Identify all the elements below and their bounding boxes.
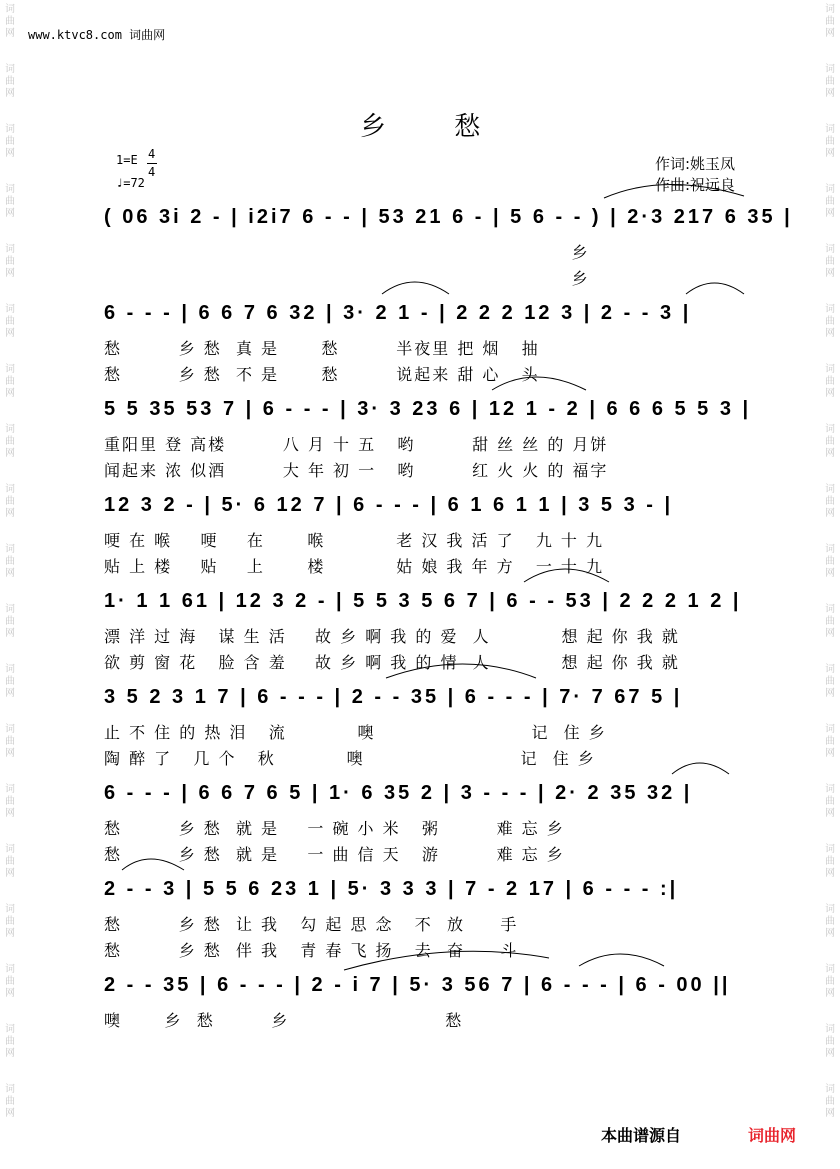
watermark-char: 词 — [825, 724, 835, 735]
slur-marks — [104, 178, 754, 204]
watermark-char: 网 — [5, 688, 15, 699]
watermark-char: 网 — [5, 568, 15, 579]
website-url[interactable]: www.ktvc8.com 词曲网 — [28, 28, 166, 42]
watermark-char: 曲 — [5, 376, 15, 387]
watermark-char: 词 — [825, 784, 835, 795]
lyric-line-verse-2: 欲 剪 窗 花 脸 含 羞 故 乡 啊 我 的 情 人 想 起 你 我 就 — [104, 653, 680, 672]
watermark-char: 曲 — [5, 76, 15, 87]
watermark-char: 网 — [5, 748, 15, 759]
watermark-char: 网 — [825, 688, 835, 699]
watermark-char: 网 — [5, 148, 15, 159]
watermark-char: 词 — [825, 964, 835, 975]
watermark-char: 曲 — [825, 376, 835, 387]
watermark-char: 词 — [825, 124, 835, 135]
watermark-char: 词 — [825, 304, 835, 315]
slur-marks — [104, 274, 754, 300]
watermark-char: 词 — [5, 544, 15, 555]
slur-marks — [104, 754, 754, 780]
watermark-char: 曲 — [825, 1096, 835, 1107]
watermark-char: 词 — [5, 1084, 15, 1095]
lyric-line-verse-1: 止 不 住 的 热 泪 流 噢 记 住 乡 — [104, 723, 607, 742]
notation-line: 3 5 2 3 1 7 | 6 - - - | 2 - - 35 | 6 - - - | 7· 7 67 5 | — [104, 686, 683, 708]
notation-line: ( 06 3i 2 - | i2i7 6 - - | 53 21 6 - | 5 6 - - ) | 2·3 217 6 35 | — [104, 206, 793, 228]
watermark-char: 曲 — [5, 676, 15, 687]
watermark-char: 网 — [825, 448, 835, 459]
watermark-char: 网 — [825, 808, 835, 819]
lyric-line-verse-1: 愁 乡 愁 真 是 愁 半夜里 把 烟 抽 — [104, 339, 540, 358]
watermark-char: 词 — [5, 904, 15, 915]
watermark-char: 曲 — [5, 316, 15, 327]
watermark-char: 曲 — [5, 556, 15, 567]
watermark-char: 网 — [825, 568, 835, 579]
watermark-char: 曲 — [5, 436, 15, 447]
watermark-char: 网 — [5, 628, 15, 639]
lyric-line-verse-1: 乡 — [104, 243, 590, 262]
watermark-char: 网 — [5, 988, 15, 999]
watermark-char: 曲 — [5, 496, 15, 507]
right-edge-watermark — [822, 0, 838, 1169]
lyric-line-verse-1: 愁 乡 愁 让 我 勾 起 思 念 不 放 手 — [104, 915, 519, 934]
left-edge-watermark — [2, 0, 18, 1169]
watermark-char: 网 — [5, 88, 15, 99]
watermark-char: 词 — [5, 304, 15, 315]
slur-marks — [104, 562, 754, 588]
watermark-char: 词 — [825, 4, 835, 15]
lyricist-credit: 作词:姚玉凤 — [655, 155, 736, 173]
notation-line: 6 - - - | 6 6 7 6 5 | 1· 6 35 2 | 3 - - - | 2· 2 35 32 | — [104, 782, 693, 804]
footer-brand-link[interactable]: 词曲网 — [748, 1126, 797, 1145]
watermark-char: 词 — [5, 664, 15, 675]
watermark-char: 词 — [5, 484, 15, 495]
slur-marks — [104, 946, 754, 972]
key-signature: 1=E — [116, 153, 138, 167]
watermark-char: 曲 — [825, 16, 835, 27]
watermark-char: 曲 — [5, 736, 15, 747]
watermark-char: 网 — [5, 328, 15, 339]
watermark-char: 词 — [825, 244, 835, 255]
watermark-char: 曲 — [5, 616, 15, 627]
watermark-char: 网 — [825, 328, 835, 339]
lyric-line-verse-2: 愁 乡 愁 就 是 一 曲 信 天 游 难 忘 乡 — [104, 845, 565, 864]
watermark-char: 曲 — [825, 136, 835, 147]
lyric-line-verse-2: 贴 上 楼 贴 上 楼 姑 娘 我 年 方 一 十 九 — [104, 557, 605, 576]
notation-line: 1· 1 1 61 | 12 3 2 - | 5 5 3 5 6 7 | 6 - - 53 | 2 2 2 1 2 | — [104, 590, 742, 612]
watermark-char: 词 — [5, 244, 15, 255]
watermark-char: 曲 — [5, 136, 15, 147]
lyric-line-verse-1: 愁 乡 愁 就 是 一 碗 小 米 粥 难 忘 乡 — [104, 819, 565, 838]
time-signature-divider — [147, 163, 157, 164]
lyric-line-verse-2: 乡 — [104, 269, 590, 288]
watermark-char: 曲 — [825, 436, 835, 447]
watermark-char: 词 — [825, 844, 835, 855]
time-signature-bottom: 4 — [148, 165, 156, 179]
composer-credit: 作曲:祝远良 — [655, 176, 736, 194]
watermark-char: 曲 — [825, 316, 835, 327]
lyric-line-verse-2: 陶 醉 了 几 个 秋 噢 记 住 乡 — [104, 749, 596, 768]
watermark-char: 曲 — [825, 976, 835, 987]
watermark-char: 词 — [5, 4, 15, 15]
watermark-char: 词 — [5, 604, 15, 615]
watermark-char: 词 — [5, 424, 15, 435]
watermark-char: 网 — [825, 28, 835, 39]
slur-marks — [104, 658, 754, 684]
watermark-char: 网 — [825, 928, 835, 939]
watermark-char: 词 — [5, 124, 15, 135]
watermark-char: 网 — [825, 208, 835, 219]
time-signature-top: 4 — [148, 147, 156, 161]
watermark-char: 曲 — [825, 556, 835, 567]
watermark-char: 词 — [825, 1024, 835, 1035]
watermark-char: 词 — [5, 364, 15, 375]
watermark-char: 词 — [5, 964, 15, 975]
watermark-char: 曲 — [825, 676, 835, 687]
watermark-char: 曲 — [825, 196, 835, 207]
watermark-char: 词 — [825, 64, 835, 75]
watermark-char: 曲 — [825, 796, 835, 807]
watermark-char: 网 — [825, 1108, 835, 1119]
lyric-line-verse-1: 漂 洋 过 海 谋 生 活 故 乡 啊 我 的 爱 人 想 起 你 我 就 — [104, 627, 680, 646]
watermark-char: 曲 — [825, 76, 835, 87]
watermark-char: 曲 — [5, 256, 15, 267]
slur-marks — [104, 370, 754, 396]
watermark-char: 网 — [825, 148, 835, 159]
watermark-char: 曲 — [825, 856, 835, 867]
watermark-char: 曲 — [5, 16, 15, 27]
tempo-marking: ♩=72 — [116, 176, 145, 190]
slur-marks — [104, 850, 754, 876]
watermark-char: 曲 — [5, 916, 15, 927]
lyric-line-verse-1: 哽 在 喉 哽 在 喉 老 汉 我 活 了 九 十 九 — [104, 531, 605, 550]
watermark-char: 网 — [5, 508, 15, 519]
watermark-char: 曲 — [825, 736, 835, 747]
watermark-char: 曲 — [5, 976, 15, 987]
watermark-char: 网 — [825, 868, 835, 879]
watermark-char: 网 — [5, 808, 15, 819]
notation-line: 2 - - 35 | 6 - - - | 2 - i 7 | 5· 3 56 7 | 6 - - - | 6 - 00 || — [104, 974, 731, 996]
watermark-char: 词 — [5, 844, 15, 855]
watermark-char: 网 — [5, 1108, 15, 1119]
watermark-char: 网 — [825, 748, 835, 759]
watermark-char: 词 — [825, 484, 835, 495]
watermark-char: 曲 — [5, 1036, 15, 1047]
watermark-char: 网 — [5, 28, 15, 39]
watermark-char: 网 — [825, 388, 835, 399]
watermark-char: 词 — [5, 184, 15, 195]
watermark-char: 网 — [825, 1048, 835, 1059]
watermark-char: 词 — [825, 544, 835, 555]
watermark-char: 网 — [5, 448, 15, 459]
page-title: 乡 愁 — [360, 112, 511, 142]
watermark-char: 网 — [825, 508, 835, 519]
watermark-char: 词 — [825, 1084, 835, 1095]
lyric-line-verse-1: 噢 乡 愁 乡 愁 — [104, 1011, 464, 1030]
watermark-char: 曲 — [825, 496, 835, 507]
lyric-line-verse-2: 愁 乡 愁 不 是 愁 说起来 甜 心 头 — [104, 365, 540, 384]
watermark-char: 词 — [825, 604, 835, 615]
watermark-char: 词 — [5, 724, 15, 735]
watermark-char: 曲 — [825, 616, 835, 627]
watermark-char: 网 — [825, 268, 835, 279]
watermark-char: 网 — [5, 208, 15, 219]
watermark-char: 网 — [825, 988, 835, 999]
watermark-char: 曲 — [825, 1036, 835, 1047]
watermark-char: 词 — [5, 784, 15, 795]
notation-line: 2 - - 3 | 5 5 6 23 1 | 5· 3 3 3 | 7 - 2 17 | 6 - - - :| — [104, 878, 679, 900]
watermark-char: 网 — [825, 88, 835, 99]
watermark-char: 曲 — [5, 1096, 15, 1107]
watermark-char: 词 — [825, 904, 835, 915]
watermark-char: 曲 — [825, 256, 835, 267]
footer-source-label: 本曲谱源自 — [601, 1126, 682, 1145]
watermark-char: 词 — [825, 664, 835, 675]
watermark-char: 曲 — [5, 796, 15, 807]
watermark-char: 词 — [5, 1024, 15, 1035]
watermark-char: 网 — [5, 1048, 15, 1059]
lyric-line-verse-2: 愁 乡 愁 伴 我 青 春 飞 扬 去 奋 斗 — [104, 941, 519, 960]
notation-line: 12 3 2 - | 5· 6 12 7 | 6 - - - | 6 1 6 1 1 | 3 5 3 - | — [104, 494, 674, 516]
watermark-char: 词 — [825, 424, 835, 435]
watermark-char: 词 — [5, 64, 15, 75]
watermark-char: 网 — [5, 928, 15, 939]
watermark-char: 词 — [825, 364, 835, 375]
watermark-char: 网 — [5, 388, 15, 399]
watermark-char: 曲 — [5, 196, 15, 207]
watermark-char: 曲 — [825, 916, 835, 927]
notation-line: 6 - - - | 6 6 7 6 32 | 3· 2 1 - | 2 2 2 12 3 | 2 - - 3 | — [104, 302, 692, 324]
notation-line: 5 5 35 53 7 | 6 - - - | 3· 3 23 6 | 12 1 - 2 | 6 6 6 5 5 3 | — [104, 398, 752, 420]
watermark-char: 曲 — [5, 856, 15, 867]
watermark-char: 网 — [5, 268, 15, 279]
lyric-line-verse-1: 重阳里 登 高楼 八 月 十 五 哟 甜 丝 丝 的 月饼 — [104, 435, 609, 454]
lyric-line-verse-2: 闻起来 浓 似酒 大 年 初 一 哟 红 火 火 的 福字 — [104, 461, 609, 480]
watermark-char: 网 — [825, 628, 835, 639]
watermark-char: 词 — [825, 184, 835, 195]
watermark-char: 网 — [5, 868, 15, 879]
